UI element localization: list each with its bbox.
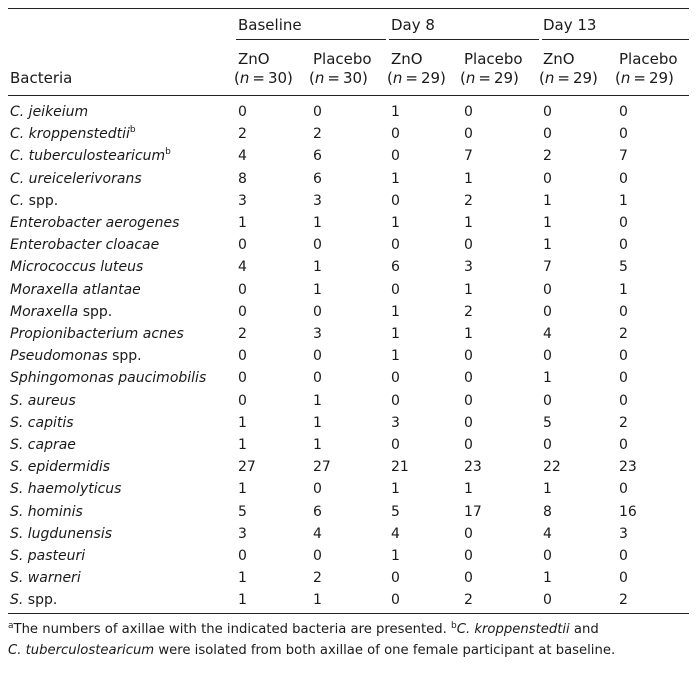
table-cell: 0 <box>464 437 473 453</box>
table-cell: 0 <box>619 548 628 564</box>
table-cell: 1 <box>313 414 322 431</box>
header-bottom-rule <box>8 95 689 96</box>
table-cell: 7 <box>543 259 552 276</box>
footnote-b-rest: were isolated from both axillae of one female participant at baseline. <box>154 643 616 658</box>
table-cell: 1 <box>391 215 400 231</box>
table-cell: 3 <box>313 192 322 209</box>
row-label-part: Moraxella atlantae <box>10 281 141 298</box>
table-cell: 2 <box>313 126 322 143</box>
sub-header-n: (n = 29) <box>615 69 674 87</box>
n-value: 30 <box>342 69 363 87</box>
table-cell: 2 <box>619 592 628 609</box>
table-cell: 0 <box>619 170 628 187</box>
table-cell: 1 <box>464 215 473 231</box>
row-label-part: Sphingomonas paucimobilis <box>10 370 207 387</box>
n-value: 30 <box>267 69 288 87</box>
n-value: 29 <box>493 69 514 87</box>
row-label-part: S. capitis <box>10 414 74 431</box>
table-cell: 1 <box>313 281 322 298</box>
table-cell: 16 <box>619 503 637 520</box>
row-label <box>10 503 83 521</box>
table-cell: 1 <box>238 570 247 587</box>
row-label-part: spp. <box>24 192 59 209</box>
table-cell: 0 <box>619 481 628 498</box>
table-cell: 1 <box>391 548 400 564</box>
table-cell: 1 <box>313 592 322 609</box>
table-cell: 0 <box>464 548 473 564</box>
row-label-part: Pseudomonas <box>10 348 108 365</box>
day13-group-rule <box>542 39 689 40</box>
row-label <box>10 458 110 476</box>
table-cell: 3 <box>464 259 473 276</box>
table-cell: 0 <box>619 303 628 320</box>
footnote-ref: b <box>165 147 171 158</box>
table-cell: 23 <box>464 459 482 476</box>
sub-header-name: ZnO <box>238 50 270 68</box>
table-cell: 6 <box>313 170 322 187</box>
footnote <box>8 620 692 660</box>
table-cell: 0 <box>238 104 247 120</box>
table-cell: 1 <box>391 348 400 365</box>
table-cell: 0 <box>543 126 552 143</box>
table-cell: 0 <box>313 303 322 320</box>
table-cell: 0 <box>238 281 247 298</box>
table-cell: 0 <box>391 281 400 298</box>
sub-header-n: (n = 29) <box>539 69 598 87</box>
row-label-part: S. hominis <box>10 503 83 520</box>
table-cell: 0 <box>313 104 322 120</box>
table-cell: 0 <box>464 370 473 387</box>
row-label-part: Enterobacter cloacae <box>10 237 160 254</box>
table-cell: 0 <box>464 570 473 587</box>
table-cell: 5 <box>238 503 247 520</box>
table-cell: 3 <box>238 525 247 542</box>
table-cell: 0 <box>313 370 322 387</box>
row-label-part: S. pasteuri <box>10 548 86 564</box>
table-cell: 3 <box>391 414 400 431</box>
row-label <box>10 547 85 565</box>
row-label <box>10 147 171 167</box>
table-cell: 5 <box>543 414 552 431</box>
row-label-part: spp. <box>78 303 113 320</box>
table-cell: 1 <box>619 281 628 298</box>
table-cell: 4 <box>543 326 552 342</box>
row-label-part: C. jeikeium <box>10 104 89 120</box>
table-cell: 0 <box>313 348 322 365</box>
table-cell: 4 <box>313 525 322 542</box>
table-cell: 0 <box>464 348 473 365</box>
row-label <box>10 569 81 587</box>
table-cell: 1 <box>391 303 400 320</box>
footnote-b-and: and <box>569 622 599 637</box>
table-cell: 2 <box>619 414 628 431</box>
table-cell: 0 <box>543 437 552 453</box>
sub-header-name: ZnO <box>391 50 423 68</box>
table-cell: 1 <box>238 437 247 453</box>
table-cell: 4 <box>238 259 247 276</box>
n-value: 29 <box>572 69 593 87</box>
row-label-part: Enterobacter aerogenes <box>10 215 180 231</box>
table-cell: 6 <box>313 148 322 165</box>
baseline-group-rule <box>236 39 386 40</box>
n-symbol: n <box>239 69 250 87</box>
row-label-part: Micrococcus luteus <box>10 259 144 276</box>
table-cell: 23 <box>619 459 637 476</box>
table-cell: 1 <box>391 326 400 342</box>
table-cell: 0 <box>464 392 473 409</box>
row-label-part: S. epidermidis <box>10 459 111 476</box>
table-cell: 0 <box>619 215 628 231</box>
table-cell: 8 <box>543 503 552 520</box>
group-header-day8: Day 8 <box>391 16 435 34</box>
row-label-part: C. <box>10 192 25 209</box>
sub-header-name: Placebo <box>313 50 372 68</box>
body-bottom-rule <box>8 613 689 614</box>
table-cell: 0 <box>391 392 400 409</box>
n-symbol: n <box>620 69 631 87</box>
day8-group-rule <box>389 39 539 40</box>
table-cell: 1 <box>464 481 473 498</box>
row-label-part: Moraxella <box>10 303 79 320</box>
row-label-part: S. lugdunensis <box>10 525 113 542</box>
footnote-ref: b <box>129 125 136 136</box>
row-label <box>10 170 142 188</box>
table-cell: 0 <box>391 192 400 209</box>
footnote-b-mark: b <box>451 621 457 631</box>
row-label <box>10 258 143 276</box>
sub-header-name: ZnO <box>543 50 575 68</box>
row-label-part: C. kroppenstedtii <box>10 126 130 143</box>
table-cell: 3 <box>313 326 322 342</box>
table-cell: 0 <box>238 348 247 365</box>
footnote-line-2 <box>8 641 692 660</box>
footnote-b-species-2: C. tuberculostearicum <box>8 643 155 658</box>
table-cell: 6 <box>391 259 400 276</box>
sub-header-n: (n = 29) <box>460 69 519 87</box>
row-label-part: C. tuberculostearicum <box>10 148 166 165</box>
row-label <box>10 236 159 254</box>
sub-header-n: (n = 30) <box>234 69 293 87</box>
footnote-a-mark: a <box>8 621 14 631</box>
table-cell: 0 <box>391 126 400 143</box>
table-cell: 4 <box>391 525 400 542</box>
table-cell: 27 <box>238 459 256 476</box>
row-label-part: C. ureicelerivorans <box>10 170 142 187</box>
sub-header-n: (n = 30) <box>309 69 368 87</box>
row-label <box>10 591 57 609</box>
sub-header-n: (n = 29) <box>387 69 446 87</box>
row-label <box>10 192 58 210</box>
table-cell: 1 <box>238 414 247 431</box>
table-cell: 2 <box>543 148 552 165</box>
table-cell: 1 <box>313 259 322 276</box>
table-cell: 0 <box>619 570 628 587</box>
table-cell: 5 <box>391 503 400 520</box>
table-cell: 0 <box>391 592 400 609</box>
table-cell: 1 <box>313 392 322 409</box>
n-symbol: n <box>314 69 325 87</box>
footnote-a-text: The numbers of axillae with the indicated bacteria are presented. <box>13 622 452 637</box>
table-cell: 21 <box>391 459 409 476</box>
table-cell: 1 <box>313 437 322 453</box>
row-label-part: S. caprae <box>10 437 76 453</box>
table-cell: 0 <box>543 592 552 609</box>
table-cell: 7 <box>464 148 473 165</box>
table-cell: 0 <box>619 392 628 409</box>
group-header-baseline: Baseline <box>238 16 302 34</box>
table-cell: 5 <box>619 259 628 276</box>
row-label <box>10 480 121 498</box>
row-label <box>10 347 142 365</box>
table-cell: 22 <box>543 459 561 476</box>
table-cell: 0 <box>391 237 400 254</box>
table-cell: 1 <box>464 170 473 187</box>
table-cell: 1 <box>543 481 552 498</box>
table-cell: 2 <box>313 570 322 587</box>
table-cell: 1 <box>543 237 552 254</box>
table-cell: 17 <box>464 503 482 520</box>
table-cell: 0 <box>238 370 247 387</box>
sub-header-name: Placebo <box>464 50 523 68</box>
table-cell: 7 <box>619 148 628 165</box>
table-cell: 2 <box>464 192 473 209</box>
row-label <box>10 525 112 543</box>
table-cell: 27 <box>313 459 331 476</box>
table-cell: 1 <box>619 192 628 209</box>
table-cell: 1 <box>313 215 322 231</box>
table-cell: 2 <box>238 126 247 143</box>
row-label-part: S. warneri <box>10 570 81 587</box>
table-cell: 0 <box>391 370 400 387</box>
table-cell: 1 <box>543 370 552 387</box>
table-cell: 2 <box>464 592 473 609</box>
table-cell: 0 <box>619 237 628 254</box>
table-cell: 0 <box>313 237 322 254</box>
table-cell: 8 <box>238 170 247 187</box>
table-cell: 2 <box>619 326 628 342</box>
row-label <box>10 436 76 454</box>
table-cell: 0 <box>619 437 628 453</box>
table-cell: 1 <box>238 481 247 498</box>
table-cell: 0 <box>543 281 552 298</box>
table-cell: 1 <box>464 326 473 342</box>
footnote-line-1 <box>8 620 692 641</box>
table-cell: 0 <box>543 548 552 564</box>
table-cell: 1 <box>238 215 247 231</box>
table-cell: 1 <box>391 170 400 187</box>
table-cell: 0 <box>391 148 400 165</box>
table-cell: 2 <box>238 326 247 342</box>
table-cell: 0 <box>464 525 473 542</box>
table-cell: 0 <box>464 237 473 254</box>
sub-header-name: Placebo <box>619 50 678 68</box>
row-label <box>10 392 76 410</box>
table-cell: 1 <box>391 104 400 120</box>
row-label-part: spp. <box>23 592 58 609</box>
table-cell: 0 <box>464 104 473 120</box>
table-cell: 0 <box>391 570 400 587</box>
table-cell: 0 <box>543 348 552 365</box>
table-cell: 0 <box>464 414 473 431</box>
footnote-b-species-1: C. kroppenstedtii <box>456 622 570 637</box>
n-symbol: n <box>544 69 555 87</box>
table-cell: 0 <box>543 104 552 120</box>
table-cell: 0 <box>543 392 552 409</box>
table-cell: 0 <box>543 170 552 187</box>
table-cell: 0 <box>238 303 247 320</box>
table-cell: 1 <box>391 481 400 498</box>
n-value: 29 <box>420 69 441 87</box>
table-cell: 3 <box>619 525 628 542</box>
table-cell: 0 <box>238 237 247 254</box>
row-header-bacteria: Bacteria <box>10 69 73 87</box>
table-cell: 0 <box>238 548 247 564</box>
row-label <box>10 125 136 145</box>
table-cell: 0 <box>391 437 400 453</box>
table-cell: 3 <box>238 192 247 209</box>
n-symbol: n <box>392 69 403 87</box>
table-cell: 6 <box>313 503 322 520</box>
row-label-part: spp. <box>107 348 142 365</box>
table-cell: 1 <box>238 592 247 609</box>
group-header-day13: Day 13 <box>543 16 597 34</box>
table-cell: 1 <box>543 215 552 231</box>
row-label-part: S. haemolyticus <box>10 481 122 498</box>
table-cell: 0 <box>619 126 628 143</box>
n-value: 29 <box>648 69 669 87</box>
row-label-part: S. <box>10 592 24 609</box>
table-cell: 4 <box>238 148 247 165</box>
table-cell: 0 <box>543 303 552 320</box>
top-rule <box>8 8 689 9</box>
n-symbol: n <box>465 69 476 87</box>
table-cell: 0 <box>238 392 247 409</box>
table-cell: 1 <box>543 570 552 587</box>
table-cell: 4 <box>543 525 552 542</box>
table-cell: 0 <box>619 348 628 365</box>
table-cell: 2 <box>464 303 473 320</box>
table-cell: 1 <box>464 281 473 298</box>
row-label <box>10 414 74 432</box>
row-label <box>10 103 88 121</box>
row-label-part: Propionibacterium acnes <box>10 326 184 342</box>
table-cell: 0 <box>313 548 322 564</box>
row-label <box>10 369 206 387</box>
row-label <box>10 303 112 321</box>
table-cell: 1 <box>543 192 552 209</box>
row-label <box>10 281 141 299</box>
table-cell: 0 <box>464 126 473 143</box>
row-label <box>10 214 179 232</box>
table-cell: 0 <box>313 481 322 498</box>
table-cell: 0 <box>619 370 628 387</box>
row-label <box>10 325 184 343</box>
row-label-part: S. aureus <box>10 392 76 409</box>
table-cell: 0 <box>619 104 628 120</box>
